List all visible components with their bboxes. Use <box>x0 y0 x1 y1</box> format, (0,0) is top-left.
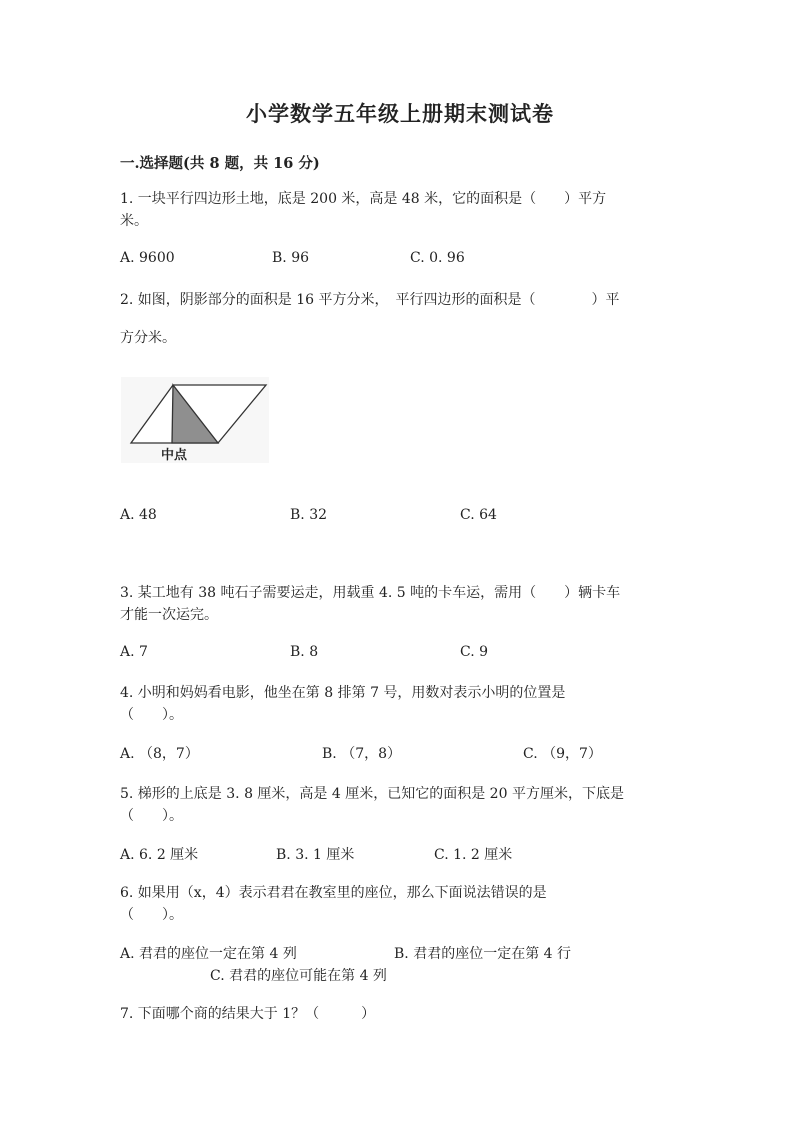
q5-option-a: A. 6. 2 厘米 <box>120 847 199 863</box>
page-title: 小学数学五年级上册期末测试卷 <box>246 101 554 126</box>
q3-option-a: A. 7 <box>120 644 148 660</box>
parallelogram-diagram <box>121 377 269 463</box>
q2-option-a: A. 48 <box>120 507 157 523</box>
q1-option-b: B. 96 <box>272 250 310 266</box>
q6-option-b: B. 君君的座位一定在第 4 行 <box>394 946 571 962</box>
parallelogram-figure <box>121 377 269 463</box>
q2-option-c: C. 64 <box>460 507 497 523</box>
q2-option-b: B. 32 <box>290 507 328 523</box>
q2-text-line1: 2. 如图，阴影部分的面积是 16 平方分米， 平行四边形的面积是（ ）平 <box>120 292 620 308</box>
q6-option-a: A. 君君的座位一定在第 4 列 <box>120 946 297 962</box>
q1-option-c: C. 0. 96 <box>410 250 465 266</box>
q6-option-c: C. 君君的座位可能在第 4 列 <box>210 968 387 984</box>
q1-text-line2: 米。 <box>120 213 148 229</box>
q7-text-line1: 7. 下面哪个商的结果大于 1？（ ） <box>120 1006 376 1022</box>
q1-text-line1: 1. 一块平行四边形土地，底是 200 米，高是 48 米，它的面积是（ ）平方 <box>120 191 607 207</box>
q4-text-line1: 4. 小明和妈妈看电影，他坐在第 8 排第 7 号，用数对表示小明的位置是 <box>120 685 566 701</box>
q5-option-b: B. 3. 1 厘米 <box>276 847 355 863</box>
q4-option-b: B. （7，8） <box>322 746 402 762</box>
q3-text-line1: 3. 某工地有 38 吨石子需要运走，用载重 4. 5 吨的卡车运，需用（ ）辆卡车 <box>120 585 621 601</box>
q1-option-a: A. 9600 <box>120 250 175 266</box>
q4-option-c: C. （9，7） <box>523 746 602 762</box>
q3-option-b: B. 8 <box>290 644 319 660</box>
q5-text-line1: 5. 梯形的上底是 3. 8 厘米，高是 4 厘米，已知它的面积是 20 平方厘米，下底是 <box>120 786 624 802</box>
q4-text-line2: （ ）。 <box>120 707 183 723</box>
q5-option-c: C. 1. 2 厘米 <box>434 847 513 863</box>
q3-text-line2: 才能一次运完。 <box>120 607 218 623</box>
midpoint-label: 中点 <box>161 448 188 463</box>
q6-text-line1: 6. 如果用（x，4）表示君君在教室里的座位，那么下面说法错误的是 <box>120 885 547 901</box>
q2-text-line2: 方分米。 <box>120 330 176 346</box>
q6-text-line2: （ ）。 <box>120 907 183 923</box>
q4-option-a: A. （8，7） <box>120 746 199 762</box>
q3-option-c: C. 9 <box>460 644 489 660</box>
q5-text-line2: （ ）。 <box>120 808 183 824</box>
section-heading: 一.选择题(共 8 题，共 16 分) <box>120 155 320 172</box>
